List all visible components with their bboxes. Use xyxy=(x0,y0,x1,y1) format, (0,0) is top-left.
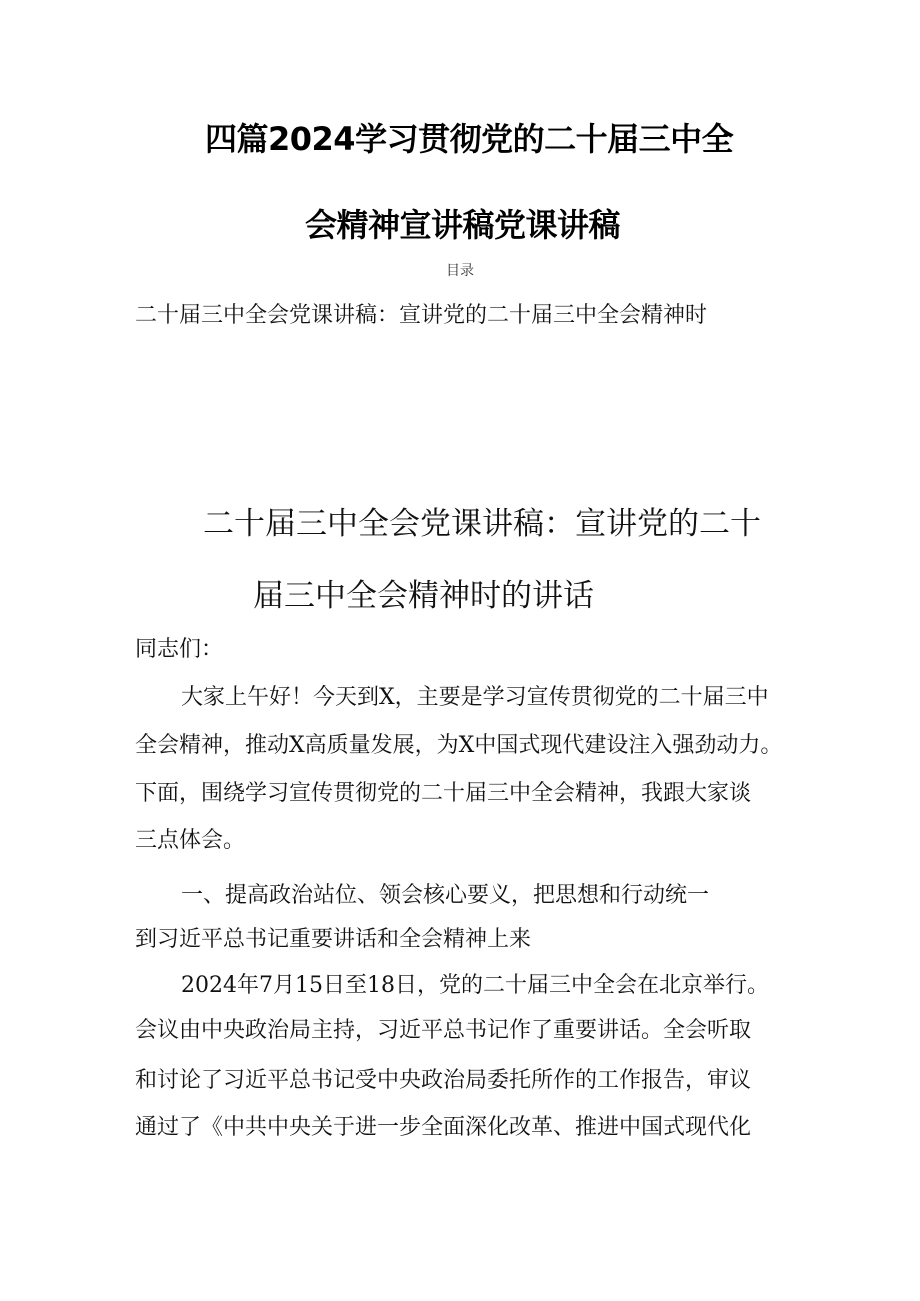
paragraph-line: 会议由中央政治局主持，习近平总书记作了重要讲话。全会听取 xyxy=(135,1018,752,1043)
section-title-line-2: 届三中全会精神时的讲话 xyxy=(253,578,594,614)
paragraph-line: 2024年7月15日至18日，党的二十届三中全会在北京举行。 xyxy=(181,973,769,998)
salutation: 同志们： xyxy=(135,637,224,662)
section-title-line-1: 二十届三中全会党课讲稿：宣讲党的二十 xyxy=(203,506,761,542)
paragraph-line: 大家上午好！今天到X，主要是学习宣传贯彻党的二十届三中 xyxy=(181,685,769,710)
subheading-line: 一、提高政治站位、领会核心要义，把思想和行动统一 xyxy=(181,883,710,908)
paragraph-line: 通过了《中共中央关于进一步全面深化改革、推进中国式现代化 xyxy=(135,1115,752,1140)
document-title-line-2: 会精神宣讲稿党课讲稿 xyxy=(305,206,621,244)
document-title-line-1: 四篇2024学习贯彻党的二十届三中全 xyxy=(205,120,734,158)
toc-heading: 目录 xyxy=(446,263,474,279)
paragraph-line: 和讨论了习近平总书记受中央政治局委托所作的工作报告，审议 xyxy=(135,1068,752,1093)
toc-item[interactable]: 二十届三中全会党课讲稿：宣讲党的二十届三中全会精神时 xyxy=(135,303,708,328)
paragraph-line: 下面，围绕学习宣传贯彻党的二十届三中全会精神，我跟大家谈 xyxy=(135,781,752,806)
paragraph-line: 三点体会。 xyxy=(135,828,246,853)
paragraph-line: 全会精神，推动X高质量发展，为X中国式现代建设注入强劲动力。 xyxy=(135,733,783,758)
subheading-line: 到习近平总书记重要讲话和全会精神上来 xyxy=(135,927,532,952)
